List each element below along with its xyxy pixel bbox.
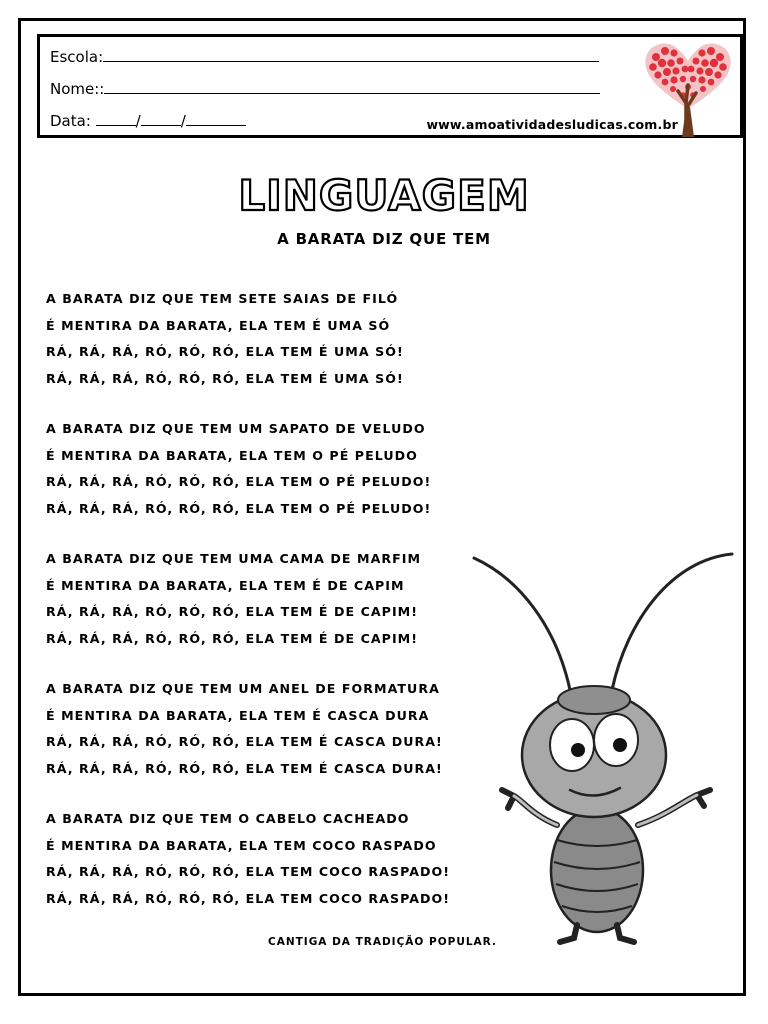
- verse-line: RÁ, RÁ, RÁ, RÓ, RÓ, RÓ, ELA TEM COCO RASPADO!: [46, 864, 451, 879]
- date-label: Data:: [50, 112, 91, 130]
- date-month-line[interactable]: [141, 111, 181, 126]
- verse-line: É MENTIRA DA BARATA, ELA TEM É UMA SÓ: [46, 317, 391, 333]
- name-field: [50, 79, 600, 98]
- verse-line: RÁ, RÁ, RÁ, RÓ, RÓ, RÓ, ELA TEM É DE CAPIM!: [46, 604, 419, 619]
- verse-line: RÁ, RÁ, RÁ, RÓ, RÓ, RÓ, ELA TEM O PÉ PELUDO!: [46, 474, 432, 489]
- verse-line: É MENTIRA DA BARATA, ELA TEM É CASCA DURA: [46, 707, 430, 723]
- date-day-line[interactable]: [96, 111, 136, 126]
- verse-line: RÁ, RÁ, RÁ, RÓ, RÓ, RÓ, ELA TEM O PÉ PELUDO!: [46, 500, 432, 516]
- song-lyrics: [46, 286, 486, 936]
- page-title-wrap: [0, 172, 768, 218]
- verse-line: A BARATA DIZ QUE TEM UMA CAMA DE MARFIM: [46, 551, 422, 566]
- school-input-line[interactable]: [103, 47, 599, 62]
- verse-line: RÁ, RÁ, RÁ, RÓ, RÓ, RÓ, ELA TEM É CASCA DURA!: [46, 760, 443, 776]
- stanza: [46, 806, 486, 912]
- name-label: Nome::: [50, 80, 105, 98]
- verse-line: É MENTIRA DA BARATA, ELA TEM É DE CAPIM: [46, 577, 405, 593]
- stanza: [46, 416, 486, 522]
- website-url: www.amoatividadesludicas.com.br: [426, 117, 678, 132]
- name-input-line[interactable]: [104, 79, 600, 94]
- verse-line: A BARATA DIZ QUE TEM UM ANEL DE FORMATURA: [46, 681, 440, 696]
- song-credit: CANTIGA DA TRADIÇÃO POPULAR.: [268, 936, 497, 948]
- left-leg: [560, 925, 577, 942]
- left-antenna: [474, 558, 570, 690]
- stanza: [46, 286, 486, 392]
- stanza: [46, 546, 486, 652]
- page-title: [229, 172, 539, 218]
- right-leg: [617, 925, 634, 942]
- date-year-line[interactable]: [186, 111, 246, 126]
- stanza: [46, 676, 486, 782]
- right-antenna: [612, 554, 732, 690]
- verse-line: RÁ, RÁ, RÁ, RÓ, RÓ, RÓ, ELA TEM É UMA SÓ!: [46, 370, 404, 386]
- school-field: [50, 47, 599, 66]
- verse-line: É MENTIRA DA BARATA, ELA TEM O PÉ PELUDO: [46, 447, 418, 463]
- cockroach-character: [462, 540, 742, 950]
- verse-line: RÁ, RÁ, RÁ, RÓ, RÓ, RÓ, ELA TEM COCO RASPADO!: [46, 890, 451, 906]
- date-field: Data: / /: [50, 111, 246, 130]
- song-title: A BARATA DIZ QUE TEM: [277, 230, 491, 248]
- left-eye: [550, 719, 594, 771]
- verse-line: É MENTIRA DA BARATA, ELA TEM COCO RASPADO: [46, 837, 437, 853]
- header-box: [37, 34, 743, 138]
- school-label: Escola:: [50, 48, 104, 66]
- verse-line: A BARATA DIZ QUE TEM UM SAPATO DE VELUDO: [46, 421, 426, 436]
- verse-line: A BARATA DIZ QUE TEM SETE SAIAS DE FILÓ: [46, 291, 399, 306]
- page-title-text: LINGUAGEM: [238, 172, 530, 218]
- verse-line: RÁ, RÁ, RÁ, RÓ, RÓ, RÓ, ELA TEM É CASCA DURA!: [46, 734, 443, 749]
- heart-tree-icon: [638, 37, 738, 137]
- verse-line: RÁ, RÁ, RÁ, RÓ, RÓ, RÓ, ELA TEM É DE CAPIM!: [46, 630, 419, 646]
- verse-line: A BARATA DIZ QUE TEM O CABELO CACHEADO: [46, 811, 410, 826]
- verse-line: RÁ, RÁ, RÁ, RÓ, RÓ, RÓ, ELA TEM É UMA SÓ!: [46, 344, 404, 359]
- hair: [558, 686, 630, 714]
